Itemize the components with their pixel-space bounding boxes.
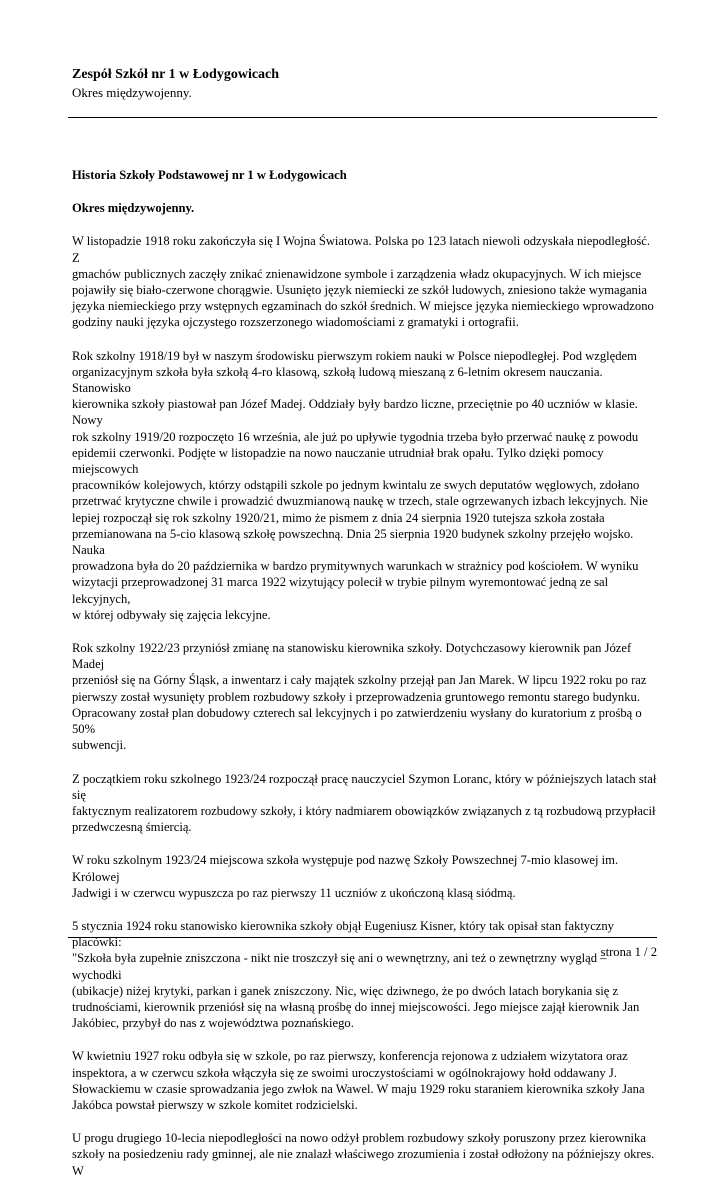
site-subtitle: Okres międzywojenny.	[72, 85, 192, 100]
article-heading: Historia Szkoły Podstawowej nr 1 w Łodygowicach	[72, 168, 347, 182]
paragraph: W listopadzie 1918 roku zakończyła się I Wojna Światowa. Polska po 123 latach niewoli odzyskała niepodległość. Z gmachów publicznych zaczęły znikać znienawidzone symbole i zarządzenia władz okupacyjnych. W ich miejsce pojawiły się biało-czerwone chorągwie. Usunięto język niemiecki ze szkół ludowych, zniesiono także wymagania języka niemieckiego przy wstępnych egzaminach do szkół średnich. W miejsce języka niemieckiego wprowadzono godziny nauki języka ojczystego rozszerzonego wiadomościami z gramatyki i ortografii.	[72, 234, 654, 330]
article-body	[72, 167, 657, 1179]
page-number: strona 1 / 2	[600, 945, 657, 959]
site-title: Zespół Szkół nr 1 w Łodygowicach	[72, 67, 280, 82]
paragraph: W roku szkolnym 1923/24 miejscowa szkoła występuje pod nazwę Szkoły Powszechnej 7-mio klasowej im. Królowej Jadwigi i w czerwcu wypuszcza po raz pierwszy 11 uczniów z ukończoną klasą siódmą.	[72, 853, 619, 900]
paragraph: U progu drugiego 10-lecia niepodległości na nowo odżył problem rozbudowy szkoły poruszony przez kierownika szkoły na posiedzeniu rady gminnej, ale nie znalazł właściwego zrozumienia i został odłożony na późniejszy okres. W	[72, 1131, 655, 1178]
paragraph: Rok szkolny 1918/19 był w naszym środowisku pierwszym rokiem nauki w Polsce niepodległej. Pod względem organizacyjnym szkoła była szkołą 4-ro klasową, szkołą ludową mieszaną z 6-letnim okresem nauczania. Stanowisko kierownika szkoły piastował pan Józef Madej. Oddziały były bardzo liczne, przeciętnie po 40 uczniów w klasie. Nowy rok szkolny 1919/20 rozpoczęto 16 września, ale już po upływie tygodnia trzeba było przerwać naukę z powodu epidemii czerwonki. Podjęte w listopadzie na nowo nauczanie utrudniał brak opału. Tylko dzięki pomocy miejscowych pracowników kolejowych, którzy odstąpili szkole po jednym kwintalu ze swych deputatów węglowych, zdołano przetrwać krytyczne chwile i prowadzić dwuzmianową naukę w trzech, stale ogrzewanych izbach lekcyjnych. Nie lepiej rozpoczął się rok szkolny 1920/21, mimo że pismem z dnia 24 sierpnia 1920 tutejsza szkoła została przemianowana na 5-cio klasową szkołę powszechną. Dnia 25 sierpnia 1920 budynek szkolny przejęło wojsko. Nauka prowadzona była do 20 października w bardzo prymitywnych warunkach w strażnicy pod kościołem. W wyniku wizytacji przeprowadzonej 31 marca 1922 wizytujący polecił w trybie pilnym wyremontować jedną ze sal lekcyjnych, w której odbywały się zajęcia lekcyjne.	[72, 348, 648, 622]
paragraph: 5 stycznia 1924 roku stanowisko kierownika szkoły objął Eugeniusz Kisner, który tak opisał stan faktyczny placówki: "Szkoła była zupełnie zniszczona - nikt nie troszczył się ani o wewnętrzny, ani też o zewnętrzny wygląd – wychodki (ubikacje) niżej krytyki, parkan i ganek zniszczony. Nic, więc dziwnego, że po dwóch latach borykania się z trudnościami, kierownik przeniósł się na własną prośbę do innej miejscowości. Jego miejsce zajął kierownik Jan Jakóbiec, przybył do nas z województwa poznańskiego.	[72, 918, 640, 1031]
paragraph: W kwietniu 1927 roku odbyła się w szkole, po raz pierwszy, konferencja rejonowa z udziałem wizytatora oraz inspektora, a w czerwcu szkoła włączyła się ze swoimi uroczystościami w ogólnokrajowy hołd oddawany J. Słowackiemu w czasie sprowadzania jego zwłok na Wawel. W maju 1929 roku staraniem kierownika szkoły Jana Jakóbca powstał pierwszy w szkole komitet rodzicielski.	[72, 1049, 645, 1112]
paragraph: Z początkiem roku szkolnego 1923/24 rozpoczął pracę nauczyciel Szymon Loranc, który w późniejszych latach stał się faktycznym realizatorem rozbudowy szkoły, i który nadmiarem obowiązków związanych z tą rozbudową przypłacił przedwczesną śmiercią.	[72, 771, 657, 835]
article-subheading: Okres międzywojenny.	[72, 201, 195, 216]
paragraph: Rok szkolny 1922/23 przyniósł zmianę na stanowisku kierownika szkoły. Dotychczasowy kierownik pan Józef Madej przeniósł się na Górny Śląsk, a inwentarz i cały majątek szkolny przejął pan Jan Marek. W lipcu 1922 roku po raz pierwszy został wysunięty problem rozbudowy szkoły i przeprowadzenia gruntowego remontu starego budynku. Opracowany został plan dobudowy czterech sal lekcyjnych i po zatwierdzeniu wysłany do kuratorium z prośbą o 50% subwencji.	[72, 641, 647, 753]
footer-divider	[68, 937, 657, 938]
